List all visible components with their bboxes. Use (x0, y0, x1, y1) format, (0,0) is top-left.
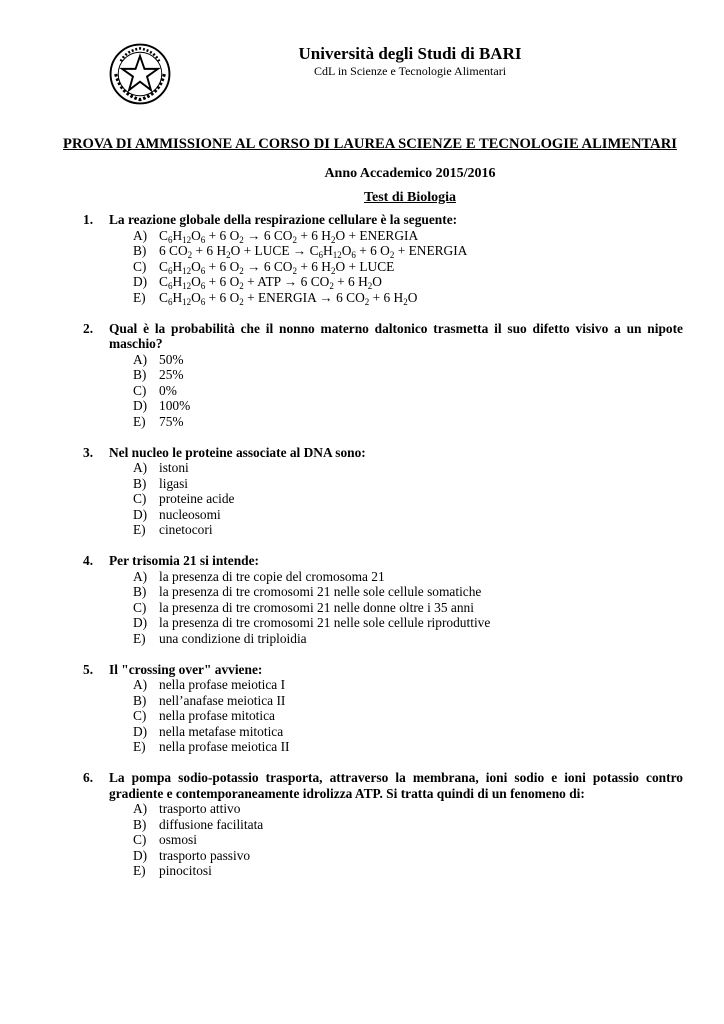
option-label: C) (133, 491, 147, 506)
option-label: D) (133, 274, 148, 289)
question-heading (83, 770, 683, 801)
option-text: nella profase mitotica (159, 708, 276, 723)
option-text: $C_6H_{12}O_6 + 6$ $O_2 \to 6$ $CO_2 + 6$ $H_2O$ + LUCE (159, 258, 395, 276)
option-text: $C_6H_{12}O_6 + 6$ $O_2$ + ENERGIA → 6 $CO_2 + 6$ $H_2O$ (159, 289, 418, 307)
option-text: la presenza di tre cromosomi 21 nelle sole cellule riproduttive (159, 615, 491, 630)
option-label: E) (133, 413, 146, 429)
answer-option (133, 817, 683, 833)
option-text: ligasi (159, 475, 189, 491)
option-text: nella profase meiotica II (159, 739, 290, 754)
question-number: 2. (83, 320, 94, 336)
question-4 (83, 553, 683, 646)
option-label: E) (133, 863, 146, 878)
option-label: A) (133, 227, 148, 243)
option-list (83, 677, 683, 755)
question-text: Qual è la probabilità che il nonno materno daltonico trasmetta il suo difetto visivo a un nipote maschio? (109, 320, 683, 351)
answer-option (133, 507, 683, 523)
option-text: 25% (159, 367, 184, 382)
option-label: A) (133, 351, 148, 367)
option-label: C) (133, 258, 147, 274)
question-heading (83, 662, 683, 678)
answer-option (133, 615, 683, 631)
option-label: C) (133, 599, 147, 615)
answer-option (133, 801, 683, 817)
question-text: La pompa sodio-potassio trasporta, attraverso la membrana, ioni sodio e ioni potassio contro gradiente e contemporaneamente idrolizza ATP. Si tratta quindi di un fenomeno di: (109, 770, 683, 801)
answer-option (133, 693, 683, 709)
option-label: C) (133, 832, 147, 847)
answer-option (133, 398, 683, 414)
option-label: A) (133, 568, 148, 584)
option-list (83, 801, 683, 879)
answer-option (133, 243, 683, 259)
option-list (83, 569, 683, 647)
option-label: D) (133, 506, 148, 522)
answer-option (133, 832, 683, 848)
option-label: D) (133, 847, 148, 863)
question-number: 6. (83, 770, 94, 785)
option-label: B) (133, 692, 147, 708)
option-text: trasporto attivo (159, 801, 241, 816)
answer-option (133, 491, 683, 507)
option-text: osmosi (159, 832, 197, 847)
option-list (83, 352, 683, 430)
republic-emblem-icon (108, 42, 172, 106)
answer-option (133, 476, 683, 492)
answer-option (133, 259, 683, 275)
answer-option (133, 274, 683, 290)
question-text: Il "crossing over" avviene: (109, 661, 263, 677)
answer-option (133, 522, 683, 538)
answer-option (133, 708, 683, 724)
question-heading (83, 553, 683, 569)
option-list (83, 460, 683, 538)
option-text: 0% (159, 382, 177, 398)
question-heading (83, 212, 683, 228)
answer-option (133, 600, 683, 616)
option-label: E) (133, 289, 146, 305)
answer-option (133, 677, 683, 693)
answer-option (133, 228, 683, 244)
option-text: nella profase meiotica I (159, 677, 286, 692)
option-text: nell’anafase meiotica II (159, 692, 286, 708)
question-number: 3. (83, 444, 94, 460)
option-text: trasporto passivo (159, 847, 251, 863)
option-text: nucleosomi (159, 506, 221, 522)
option-text: $C_6H_{12}O_6 + 6$ $O_2$ + ATP → 6 $CO_2 + 6$ $H_2O$ (159, 274, 382, 291)
option-text: pinocitosi (159, 863, 212, 878)
option-text: nella metafase mitotica (159, 723, 284, 739)
answer-option (133, 724, 683, 740)
option-label: B) (133, 243, 147, 258)
question-1 (83, 212, 683, 305)
option-label: A) (133, 677, 148, 692)
question-text: Per trisomia 21 si intende: (109, 553, 260, 568)
question-heading (83, 445, 683, 461)
question-3 (83, 445, 683, 538)
question-text: La reazione globale della respirazione cellulare è la seguente: (109, 212, 458, 227)
option-label: D) (133, 398, 148, 413)
option-text: istoni (159, 460, 189, 475)
option-label: E) (133, 522, 146, 537)
option-label: A) (133, 801, 148, 816)
option-label: B) (133, 584, 147, 599)
answer-option (133, 367, 683, 383)
answer-option (133, 584, 683, 600)
option-label: E) (133, 630, 146, 646)
university-name: Università degli Studi di BARI (298, 44, 522, 63)
option-text: diffusione facilitata (159, 816, 264, 832)
answer-option (133, 352, 683, 368)
option-list (83, 228, 683, 306)
question-number: 5. (83, 661, 94, 677)
answer-option (133, 848, 683, 864)
option-label: B) (133, 816, 147, 832)
exam-title: PROVA DI AMMISSIONE AL CORSO DI LAUREA SCIENZE E TECNOLOGIE ALIMENTARI (63, 136, 677, 152)
option-label: A) (133, 460, 148, 475)
option-text: la presenza di tre cromosomi 21 nelle sole cellule somatiche (159, 584, 482, 599)
option-label: E) (133, 739, 146, 754)
answer-option (133, 383, 683, 399)
option-label: B) (133, 367, 147, 382)
option-label: D) (133, 723, 148, 739)
option-text: una condizione di triploidia (159, 630, 307, 646)
option-text: la presenza di tre cromosomi 21 nelle donne oltre i 35 anni (159, 599, 474, 615)
answer-option (133, 739, 683, 755)
question-text: Nel nucleo le proteine associate al DNA sono: (109, 444, 366, 460)
option-label: D) (133, 615, 148, 630)
option-label: B) (133, 475, 147, 491)
answer-option (133, 863, 683, 879)
option-text: 75% (159, 413, 184, 429)
option-text: $C_6H_{12}O_6 + 6$ $O_2 \to 6$ $CO_2 + 6$ $H_2O$ + ENERGIA (159, 227, 419, 245)
answer-option (133, 569, 683, 585)
question-2 (83, 321, 683, 430)
answer-option (133, 414, 683, 430)
academic-year: Anno Accademico 2015/2016 (324, 166, 496, 181)
university-heading (260, 44, 560, 79)
course-name: CdL in Scienze e Tecnologie Alimentari (313, 64, 507, 78)
option-label: C) (133, 382, 147, 398)
answer-option (133, 290, 683, 306)
option-label: C) (133, 708, 147, 723)
option-text: 100% (159, 398, 191, 413)
option-text: 6 $CO_2 + 6$ $H_2O$ + LUCE → $C_6H_{12}O_6 + 6$ $O_2$ + ENERGIA (159, 243, 468, 260)
answer-option (133, 460, 683, 476)
question-number: 4. (83, 553, 94, 568)
question-5 (83, 662, 683, 755)
question-number: 1. (83, 212, 94, 227)
option-text: proteine acide (159, 491, 235, 506)
option-text: cinetocori (159, 522, 213, 537)
option-text: 50% (159, 351, 184, 367)
question-heading (83, 321, 683, 352)
question-list (83, 212, 683, 894)
answer-option (133, 631, 683, 647)
option-text: la presenza di tre copie del cromosoma 21 (159, 568, 385, 584)
subject-title: Test di Biologia (363, 190, 457, 205)
question-6 (83, 770, 683, 879)
